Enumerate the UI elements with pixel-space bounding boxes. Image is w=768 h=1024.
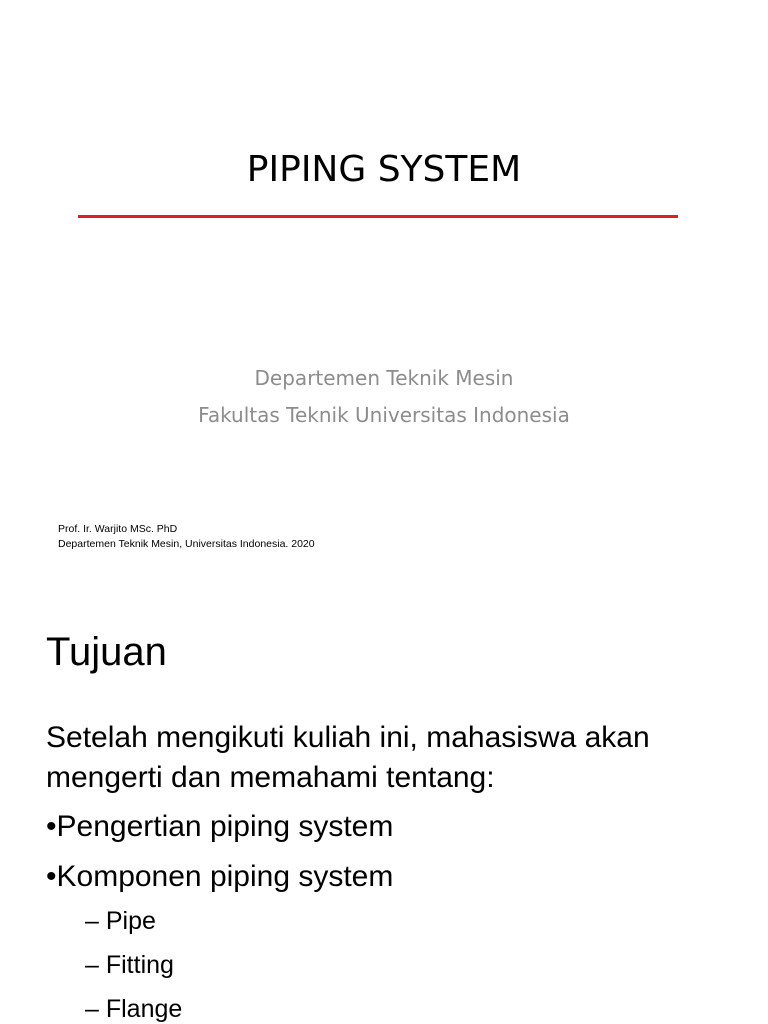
title-underline-divider — [78, 215, 678, 218]
slide-heading: Tujuan — [46, 630, 167, 674]
slide-title: PIPING SYSTEM — [246, 149, 522, 190]
intro-text-line-2: mengerti dan memahami tentang: — [46, 761, 495, 794]
bullet-item: •Pengertian piping system — [46, 810, 394, 843]
author-name: Prof. Ir. Warjito MSc. PhD — [58, 523, 178, 535]
sub-bullet-item: – Flange — [85, 995, 183, 1023]
sub-bullet-item: – Pipe — [85, 907, 156, 935]
intro-text-line-1: Setelah mengikuti kuliah ini, mahasiswa akan — [46, 721, 650, 754]
objectives-slide — [0, 576, 768, 1024]
bullet-item: •Komponen piping system — [46, 860, 394, 893]
author-affiliation: Departemen Teknik Mesin, Universitas Indonesia. 2020 — [58, 538, 315, 550]
subtitle-faculty: Fakultas Teknik Universitas Indonesia — [198, 403, 570, 427]
sub-bullet-item: – Fitting — [85, 951, 174, 979]
subtitle-department: Departemen Teknik Mesin — [254, 366, 514, 390]
